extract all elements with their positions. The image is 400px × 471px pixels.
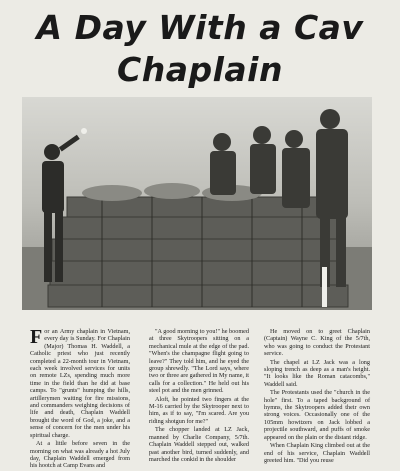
paragraph: At a little before seven in the morning on what was already a hot July day, Chaplain Waddell emerged from his hootch at Camp Evans and (30, 440, 130, 470)
article-photo (22, 97, 372, 310)
paragraph: The chapel at LZ Jack was a long sloping trench as deep as a man's height. "It looks like the Roman catacombs," Waddell said. (264, 358, 370, 388)
article-title-line2: Chaplain (117, 50, 283, 89)
paragraph: The Protestants used the "church in the hole" first. To a taped background of hymns, the Skytroopers added their own strong voices. Occasionally one of the 105mm howitzers on Jack lobbed a projectile southward, and puffs of smoke appeared on the plain or the distant ridge. (264, 389, 370, 441)
paragraph: When Chaplain King climbed out at the end of his service, Chaplain Waddell greeted him. "Did you reuse (264, 442, 370, 464)
paragraph-text: or an Army chaplain in Vietnam, every day is Sunday. For Chaplain (Major) Thomas H. Waddell, a Catholic priest who just recently completed a 22-month tour in Vietnam, each week involved services for units on remote LZs, spending much more time in the field than he did at base camps. To "grunts" humping the hills, artillerymen waiting for fire missions, and commanders weighing decisions of life and death, Chaplain Waddell brought the word of God, a joke, and a sense of concern for the men under his spiritual charge. (30, 328, 130, 439)
article-title-line1: A Day With a Cav (36, 8, 364, 47)
paragraph: Aloft, he pointed two fingers at the M-16 carried by the Skytrooper next to him, as if to say, "I'm scared. Are you riding shotgun for me?" (149, 395, 249, 425)
paragraph: The chopper landed at LZ Jack, manned by Charlie Company, 5/7th. Chaplain Waddell stepped out, walked past another bird, turned suddenly, and marched the conkid in the shoulder (149, 426, 249, 463)
article-column-1 (30, 328, 130, 471)
paragraph: "A good morning to you!" he boomed at three Skytroopers sitting on a mechanical mule at the edge of the pad. "When's the champagne flight going to leave?" They told him, and he eyed the group shrewdly. "The Lord says, where two or three are gathered in My name, it calls for a collection." He held out his steel pot and the men grinned. (149, 328, 249, 395)
article-body (30, 326, 370, 470)
article-column-3 (264, 328, 370, 465)
paragraph (30, 328, 130, 439)
drop-cap: F (30, 326, 43, 348)
article-column-2 (149, 328, 249, 464)
paragraph: He moved on to greet Chaplain (Captain) Wayne C. King of the 5/7th, who was going to conduct the Protestant service. (264, 328, 370, 358)
field-mass-photo-illustration (22, 97, 372, 310)
